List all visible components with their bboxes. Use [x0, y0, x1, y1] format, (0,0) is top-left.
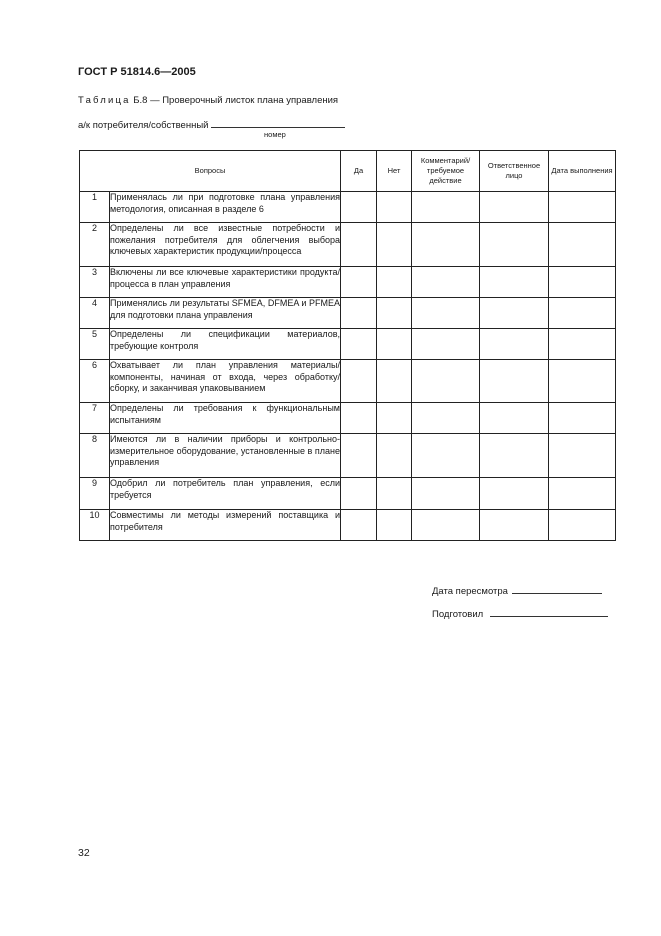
- cell-yes[interactable]: [341, 434, 377, 478]
- cell-date[interactable]: [549, 267, 616, 298]
- standard-designation: ГОСТ Р 51814.6—2005: [78, 66, 196, 78]
- cell-comment[interactable]: [412, 192, 480, 223]
- table-row: [80, 403, 616, 434]
- cell-no[interactable]: [377, 329, 412, 360]
- row-question: Определены ли спецификации материалов, требующие контроля: [110, 329, 341, 360]
- row-number: 9: [80, 478, 110, 510]
- consumer-sublabel: номер: [264, 130, 286, 139]
- cell-date[interactable]: [549, 478, 616, 510]
- cell-comment[interactable]: [412, 434, 480, 478]
- cell-no[interactable]: [377, 360, 412, 403]
- row-number: 3: [80, 267, 110, 298]
- review-date-label: Дата пересмотра: [432, 586, 508, 597]
- cell-comment[interactable]: [412, 267, 480, 298]
- cell-responsible[interactable]: [480, 223, 549, 267]
- row-question: Определены ли требования к функциональным испытаниям: [110, 403, 341, 434]
- cell-comment[interactable]: [412, 360, 480, 403]
- table-row: [80, 434, 616, 478]
- cell-date[interactable]: [549, 329, 616, 360]
- cell-comment[interactable]: [412, 298, 480, 329]
- row-question: Применялись ли результаты SFMEA, DFMEA и PFMEA для подготовки плана управления: [110, 298, 341, 329]
- cell-yes[interactable]: [341, 223, 377, 267]
- cell-date[interactable]: [549, 510, 616, 541]
- table-caption-label: Таблица: [78, 95, 131, 106]
- consumer-field: [78, 118, 345, 131]
- row-question: Определены ли все известные потребности и пожелания потребителя для облегчения выбора ключевых характеристик продукции/процесса: [110, 223, 341, 267]
- review-date-field: [432, 584, 602, 597]
- row-number: 6: [80, 360, 110, 403]
- cell-no[interactable]: [377, 223, 412, 267]
- row-number: 2: [80, 223, 110, 267]
- row-number: 1: [80, 192, 110, 223]
- cell-date[interactable]: [549, 298, 616, 329]
- review-date-line[interactable]: [512, 584, 602, 594]
- page-number: 32: [78, 847, 90, 859]
- cell-responsible[interactable]: [480, 434, 549, 478]
- cell-yes[interactable]: [341, 267, 377, 298]
- table-row: [80, 510, 616, 541]
- prepared-by-line[interactable]: [490, 607, 608, 617]
- cell-responsible[interactable]: [480, 403, 549, 434]
- cell-no[interactable]: [377, 478, 412, 510]
- row-number: 10: [80, 510, 110, 541]
- cell-comment[interactable]: [412, 403, 480, 434]
- col-header-date: Дата выполнения: [549, 151, 616, 192]
- consumer-number-line: [211, 118, 345, 128]
- col-header-responsible: Ответственное лицо: [480, 151, 549, 192]
- table-row: [80, 360, 616, 403]
- prepared-by-label: Подготовил: [432, 609, 484, 620]
- cell-yes[interactable]: [341, 298, 377, 329]
- cell-yes[interactable]: [341, 192, 377, 223]
- cell-responsible[interactable]: [480, 510, 549, 541]
- table-row: [80, 267, 616, 298]
- table-header-row: [80, 151, 616, 192]
- cell-date[interactable]: [549, 434, 616, 478]
- cell-yes[interactable]: [341, 403, 377, 434]
- row-number: 5: [80, 329, 110, 360]
- cell-no[interactable]: [377, 192, 412, 223]
- consumer-label: а/к потребителя/собственный: [78, 120, 209, 131]
- cell-comment[interactable]: [412, 329, 480, 360]
- cell-yes[interactable]: [341, 329, 377, 360]
- cell-comment[interactable]: [412, 478, 480, 510]
- cell-yes[interactable]: [341, 510, 377, 541]
- col-header-yes: Да: [341, 151, 377, 192]
- cell-responsible[interactable]: [480, 267, 549, 298]
- table-row: [80, 478, 616, 510]
- cell-no[interactable]: [377, 298, 412, 329]
- cell-date[interactable]: [549, 403, 616, 434]
- table-row: [80, 329, 616, 360]
- cell-no[interactable]: [377, 434, 412, 478]
- row-number: 7: [80, 403, 110, 434]
- checklist-table: [79, 150, 616, 541]
- cell-date[interactable]: [549, 223, 616, 267]
- cell-responsible[interactable]: [480, 298, 549, 329]
- cell-yes[interactable]: [341, 478, 377, 510]
- col-header-questions: Вопросы: [80, 151, 341, 192]
- row-question: Применялась ли при подготовке плана управления методология, описанная в разделе 6: [110, 192, 341, 223]
- cell-comment[interactable]: [412, 223, 480, 267]
- cell-no[interactable]: [377, 267, 412, 298]
- cell-responsible[interactable]: [480, 360, 549, 403]
- table-caption-title: Б.8 — Проверочный листок плана управления: [130, 95, 339, 106]
- col-header-no: Нет: [377, 151, 412, 192]
- table-row: [80, 223, 616, 267]
- cell-date[interactable]: [549, 360, 616, 403]
- cell-comment[interactable]: [412, 510, 480, 541]
- table-row: [80, 192, 616, 223]
- row-question: Совместимы ли методы измерений поставщика и потребителя: [110, 510, 341, 541]
- row-question: Охватывает ли план управления материалы/ компоненты, начиная от входа, через обработку/ сборку, и заканчивая упаковыванием: [110, 360, 341, 403]
- cell-no[interactable]: [377, 510, 412, 541]
- row-question: Имеются ли в наличии приборы и контрольно-измерительное оборудование, установленные в плане управления: [110, 434, 341, 478]
- row-question: Одобрил ли потребитель план управления, если требуется: [110, 478, 341, 510]
- prepared-by-field: [432, 607, 608, 620]
- cell-yes[interactable]: [341, 360, 377, 403]
- cell-responsible[interactable]: [480, 192, 549, 223]
- cell-date[interactable]: [549, 192, 616, 223]
- row-number: 4: [80, 298, 110, 329]
- table-caption: [78, 95, 338, 106]
- row-number: 8: [80, 434, 110, 478]
- cell-no[interactable]: [377, 403, 412, 434]
- cell-responsible[interactable]: [480, 329, 549, 360]
- table-row: [80, 298, 616, 329]
- row-question: Включены ли все ключевые характеристики продукта/процесса в план управления: [110, 267, 341, 298]
- cell-responsible[interactable]: [480, 478, 549, 510]
- col-header-comment: Комментарий/ требуемое действие: [412, 151, 480, 192]
